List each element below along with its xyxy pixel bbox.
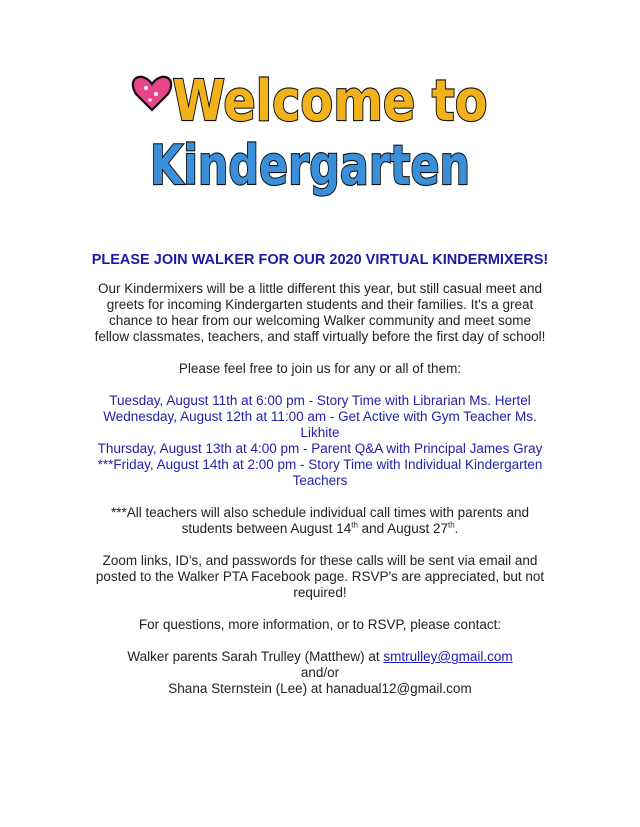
welcome-banner-art [130,52,510,202]
headline: PLEASE JOIN WALKER FOR OUR 2020 VIRTUAL KINDERMIXERS! [91,252,549,268]
teacher-note-sup-a: th [351,520,358,530]
teacher-note-text-b: and August 27 [357,521,448,536]
banner-line2: Kindergarten [150,134,470,197]
questions-text: For questions, more information, or to RSVP, please contact: [138,617,502,632]
heart-icon [133,77,171,110]
zoom-info: Zoom links, ID's, and passwords for these calls will be sent via email and posted to the Walker PTA Facebook page. RSVP's are appreciated, but not required! [95,553,545,600]
contact-andor: and/or [300,665,340,680]
contact-block [90,649,550,697]
schedule-item: ***Friday, August 14th at 2:00 pm - Story Time with Individual Kindergarten Teachers [97,457,543,488]
email-link[interactable]: smtrulley@gmail.com [383,649,513,664]
schedule-item: Thursday, August 13th at 4:00 pm - Parent Q&A with Principal James Gray [97,441,543,456]
contact-prefix: Walker parents Sarah Trulley (Matthew) at [127,649,384,664]
contact-line-1 [90,649,550,665]
flyer-body [90,252,550,697]
schedule-list [90,393,550,489]
teacher-note-text-c: . [454,521,459,536]
teacher-note-text-a: ***All teachers will also schedule individual call times with parents and students between August 14 [111,505,529,536]
teacher-note [90,505,550,537]
invite-text: Please feel free to join us for any or all of them: [178,361,462,376]
contact-line-2: Shana Sternstein (Lee) at hanadual12@gmail.com [168,681,472,696]
teacher-note-sup-b: th [447,520,455,530]
schedule-item: Tuesday, August 11th at 6:00 pm - Story Time with Librarian Ms. Hertel [109,393,531,408]
banner-line1: Welcome to [172,69,488,134]
schedule-item: Wednesday, August 12th at 11:00 am - Get Active with Gym Teacher Ms. Likhite [103,409,537,440]
welcome-banner [130,52,510,202]
intro-paragraph: Our Kindermixers will be a little different this year, but still casual meet and greets for incoming Kindergarten students and their families. It's a great chance to hear from our welcoming Walker community and meet some fellow classmates, teachers, and staff virtually before the first day of school! [94,281,546,344]
